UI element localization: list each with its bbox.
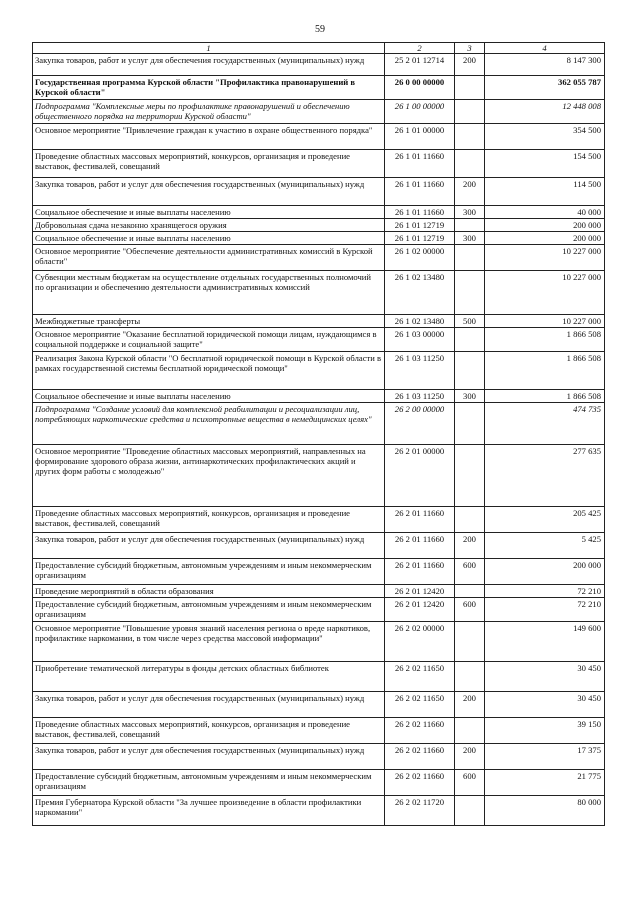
row-vr-cell: 600 (455, 559, 485, 585)
row-vr-cell: 200 (455, 533, 485, 559)
table-row (33, 206, 605, 219)
row-name-cell: Добровольная сдача незаконно хранящегося оружия (33, 219, 385, 232)
row-amount-cell: 205 425 (485, 507, 605, 533)
row-code-cell: 26 1 02 13480 (385, 271, 455, 315)
table-row (33, 507, 605, 533)
row-amount-cell: 1 866 508 (485, 352, 605, 390)
row-amount-cell: 21 775 (485, 770, 605, 796)
table-row (33, 744, 605, 770)
header-col-2: 2 (385, 43, 455, 54)
row-amount-cell: 200 000 (485, 219, 605, 232)
table-row (33, 718, 605, 744)
table-row (33, 352, 605, 390)
row-amount-cell: 200 000 (485, 232, 605, 245)
row-code-cell: 26 2 02 00000 (385, 622, 455, 662)
table-row (33, 585, 605, 598)
row-vr-cell (455, 328, 485, 352)
row-code-cell: 26 2 02 11720 (385, 796, 455, 826)
row-vr-cell: 600 (455, 770, 485, 796)
row-vr-cell (455, 150, 485, 178)
row-code-cell: 26 2 02 11660 (385, 744, 455, 770)
row-code-cell: 26 1 01 00000 (385, 124, 455, 150)
row-name-cell: Приобретение тематической литературы в фонды детских областных библиотек (33, 662, 385, 692)
table-row (33, 178, 605, 206)
row-amount-cell: 39 150 (485, 718, 605, 744)
row-code-cell: 26 1 03 11250 (385, 352, 455, 390)
row-name-cell: Подпрограмма "Создание условий для комплексной реабилитации и ресоциализации лиц, потребляющих наркотические средства и психотропные вещества в немедицинских целях" (33, 403, 385, 445)
row-vr-cell: 300 (455, 390, 485, 403)
row-code-cell: 26 1 01 11660 (385, 178, 455, 206)
row-name-cell: Предоставление субсидий бюджетным, автономным учреждениям и иным некоммерческим организациям (33, 770, 385, 796)
row-code-cell: 26 1 02 00000 (385, 245, 455, 271)
row-amount-cell: 30 450 (485, 662, 605, 692)
table-row (33, 232, 605, 245)
table-row (33, 271, 605, 315)
row-vr-cell (455, 622, 485, 662)
table-row (33, 692, 605, 718)
table-row (33, 245, 605, 271)
row-vr-cell (455, 100, 485, 124)
row-code-cell: 26 2 02 11660 (385, 770, 455, 796)
table-row (33, 770, 605, 796)
row-name-cell: Проведение областных массовых мероприятий, конкурсов, организация и проведение выставок, фестивалей, совещаний (33, 507, 385, 533)
row-vr-cell (455, 507, 485, 533)
row-amount-cell: 149 600 (485, 622, 605, 662)
row-amount-cell: 1 866 508 (485, 328, 605, 352)
table-row (33, 598, 605, 622)
table-row (33, 445, 605, 507)
table-row (33, 390, 605, 403)
row-vr-cell: 200 (455, 744, 485, 770)
row-amount-cell: 354 500 (485, 124, 605, 150)
row-code-cell: 26 2 01 11660 (385, 533, 455, 559)
table-row (33, 100, 605, 124)
row-vr-cell (455, 585, 485, 598)
row-name-cell: Закупка товаров, работ и услуг для обеспечения государственных (муниципальных) нужд (33, 533, 385, 559)
row-code-cell: 25 2 01 12714 (385, 54, 455, 76)
row-code-cell: 26 1 00 00000 (385, 100, 455, 124)
row-amount-cell: 154 500 (485, 150, 605, 178)
table-row (33, 559, 605, 585)
row-amount-cell: 17 375 (485, 744, 605, 770)
row-name-cell: Основное мероприятие "Повышение уровня знаний населения региона о вреде наркотиков, профилактике наркомании, в том числе через средства массовой информации" (33, 622, 385, 662)
row-amount-cell: 10 227 000 (485, 245, 605, 271)
row-vr-cell: 300 (455, 232, 485, 245)
row-code-cell: 26 2 01 12420 (385, 585, 455, 598)
row-name-cell: Социальное обеспечение и иные выплаты населению (33, 232, 385, 245)
header-col-4: 4 (485, 43, 605, 54)
table-row (33, 533, 605, 559)
row-vr-cell (455, 662, 485, 692)
row-vr-cell (455, 718, 485, 744)
table-row (33, 54, 605, 76)
row-vr-cell: 200 (455, 178, 485, 206)
row-name-cell: Предоставление субсидий бюджетным, автономным учреждениям и иным некоммерческим организациям (33, 598, 385, 622)
row-name-cell: Субвенции местным бюджетам на осуществление отдельных государственных полномочий по организации и обеспечению деятельности административных комиссий (33, 271, 385, 315)
row-vr-cell: 300 (455, 206, 485, 219)
row-name-cell: Проведение областных массовых мероприятий, конкурсов, организация и проведение выставок, фестивалей, совещаний (33, 150, 385, 178)
row-name-cell: Закупка товаров, работ и услуг для обеспечения государственных (муниципальных) нужд (33, 54, 385, 76)
row-name-cell: Социальное обеспечение и иные выплаты населению (33, 390, 385, 403)
row-amount-cell: 72 210 (485, 585, 605, 598)
row-name-cell: Закупка товаров, работ и услуг для обеспечения государственных (муниципальных) нужд (33, 178, 385, 206)
row-code-cell: 26 2 02 11650 (385, 692, 455, 718)
row-amount-cell: 200 000 (485, 559, 605, 585)
row-code-cell: 26 2 01 12420 (385, 598, 455, 622)
row-vr-cell (455, 124, 485, 150)
row-amount-cell: 80 000 (485, 796, 605, 826)
row-vr-cell (455, 403, 485, 445)
row-amount-cell: 40 000 (485, 206, 605, 219)
row-amount-cell: 277 635 (485, 445, 605, 507)
table-row (33, 76, 605, 100)
row-name-cell: Основное мероприятие "Привлечение граждан к участию в охране общественного порядка" (33, 124, 385, 150)
row-amount-cell: 30 450 (485, 692, 605, 718)
table-row (33, 403, 605, 445)
row-name-cell: Премия Губернатора Курской области "За лучшее произведение в области профилактики наркомании" (33, 796, 385, 826)
row-code-cell: 26 2 01 00000 (385, 445, 455, 507)
row-vr-cell (455, 796, 485, 826)
table-header-row (33, 43, 605, 54)
row-name-cell: Предоставление субсидий бюджетным, автономным учреждениям и иным некоммерческим организациям (33, 559, 385, 585)
row-amount-cell: 12 448 008 (485, 100, 605, 124)
row-name-cell: Реализация Закона Курской области "О бесплатной юридической помощи в Курской области в рамках государственной системы бесплатной юридической помощи" (33, 352, 385, 390)
row-amount-cell: 5 425 (485, 533, 605, 559)
row-code-cell: 26 1 01 11660 (385, 206, 455, 219)
row-name-cell: Государственная программа Курской области "Профилактика правонарушений в Курской области" (33, 76, 385, 100)
row-vr-cell (455, 76, 485, 100)
row-amount-cell: 72 210 (485, 598, 605, 622)
row-amount-cell: 8 147 300 (485, 54, 605, 76)
table-row (33, 219, 605, 232)
row-code-cell: 26 2 02 11660 (385, 718, 455, 744)
header-col-1: 1 (33, 43, 385, 54)
row-code-cell: 26 1 01 11660 (385, 150, 455, 178)
row-code-cell: 26 1 03 11250 (385, 390, 455, 403)
row-code-cell: 26 2 01 11660 (385, 559, 455, 585)
row-amount-cell: 362 055 787 (485, 76, 605, 100)
table-row (33, 796, 605, 826)
row-name-cell: Закупка товаров, работ и услуг для обеспечения государственных (муниципальных) нужд (33, 692, 385, 718)
table-row (33, 662, 605, 692)
row-code-cell: 26 2 01 11660 (385, 507, 455, 533)
table-row (33, 150, 605, 178)
row-code-cell: 26 1 01 12719 (385, 232, 455, 245)
row-amount-cell: 1 866 508 (485, 390, 605, 403)
row-code-cell: 26 1 03 00000 (385, 328, 455, 352)
row-vr-cell: 200 (455, 54, 485, 76)
budget-table (32, 42, 605, 826)
row-name-cell: Проведение мероприятий в области образования (33, 585, 385, 598)
header-col-3: 3 (455, 43, 485, 54)
table-row (33, 622, 605, 662)
row-vr-cell (455, 271, 485, 315)
row-vr-cell: 200 (455, 692, 485, 718)
row-amount-cell: 114 500 (485, 178, 605, 206)
table-row (33, 328, 605, 352)
row-name-cell: Межбюджетные трансферты (33, 315, 385, 328)
row-name-cell: Проведение областных массовых мероприятий, конкурсов, организация и проведение выставок, фестивалей, совещаний (33, 718, 385, 744)
row-amount-cell: 10 227 000 (485, 271, 605, 315)
row-code-cell: 26 0 00 00000 (385, 76, 455, 100)
row-name-cell: Основное мероприятие "Оказание бесплатной юридической помощи лицам, нуждающимся в социальной поддержке и социальной защите" (33, 328, 385, 352)
row-amount-cell: 10 227 000 (485, 315, 605, 328)
row-vr-cell (455, 352, 485, 390)
row-amount-cell: 474 735 (485, 403, 605, 445)
row-code-cell: 26 1 02 13480 (385, 315, 455, 328)
row-vr-cell (455, 445, 485, 507)
row-vr-cell (455, 245, 485, 271)
table-row (33, 315, 605, 328)
row-vr-cell (455, 219, 485, 232)
table-row (33, 124, 605, 150)
row-name-cell: Основное мероприятие "Обеспечение деятельности административных комиссий в Курской области" (33, 245, 385, 271)
row-vr-cell: 500 (455, 315, 485, 328)
page-number: 59 (315, 24, 325, 35)
row-name-cell: Основное мероприятие "Проведение областных массовых мероприятий, направленных на формирование здорового образа жизни, антинаркотических профилактических акций и других форм работы с молодежью" (33, 445, 385, 507)
row-code-cell: 26 2 02 11650 (385, 662, 455, 692)
row-vr-cell: 600 (455, 598, 485, 622)
row-code-cell: 26 1 01 12719 (385, 219, 455, 232)
row-code-cell: 26 2 00 00000 (385, 403, 455, 445)
row-name-cell: Закупка товаров, работ и услуг для обеспечения государственных (муниципальных) нужд (33, 744, 385, 770)
row-name-cell: Социальное обеспечение и иные выплаты населению (33, 206, 385, 219)
row-name-cell: Подпрограмма "Комплексные меры по профилактике правонарушений и обеспечению общественного порядка на территории Курской области" (33, 100, 385, 124)
